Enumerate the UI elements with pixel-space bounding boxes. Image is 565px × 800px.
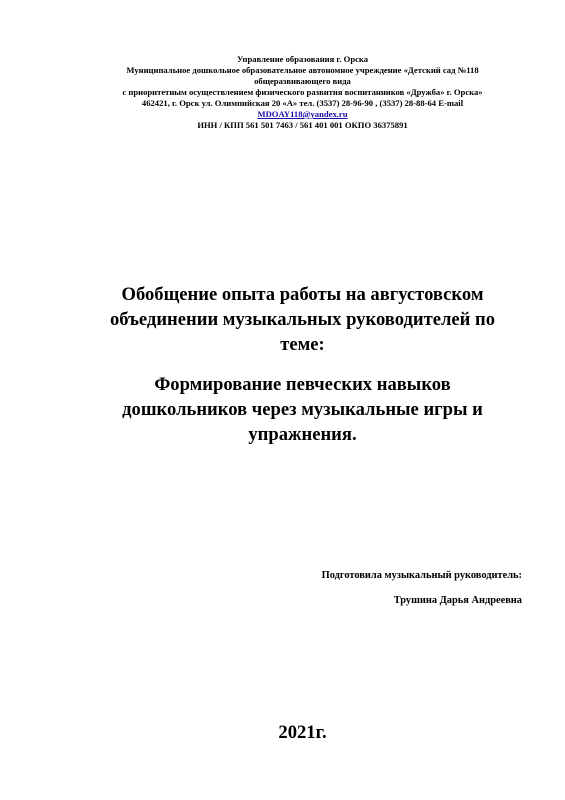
organization-header <box>60 54 545 131</box>
header-requisites: ИНН / КПП 561 501 7463 / 561 401 001 ОКПО 36375891 <box>197 120 408 130</box>
title-line: теме: <box>280 334 325 355</box>
topic-line: Формирование певческих навыков <box>154 374 451 395</box>
document-topic <box>50 372 555 447</box>
title-line: Обобщение опыта работы на августовском <box>121 284 484 305</box>
header-institution: Муниципальное дошкольное образовательное автономное учреждение «Детский сад №118 <box>126 65 479 75</box>
topic-line: упражнения. <box>248 424 357 445</box>
title-line: объединении музыкальных руководителей по <box>109 309 496 330</box>
header-address: 462421, г. Орск ул. Олимпийская 20 «А» тел. (3537) 28-96-90 , (3537) 28-88-64 E-mail <box>141 98 464 108</box>
author-name: Трушина Дарья Андреевна <box>393 595 522 606</box>
header-priority: с приоритетным осуществлением физического развития воспитанников «Дружба» г. Орска» <box>122 87 483 97</box>
topic-line: дошкольников через музыкальные игры и <box>122 399 483 420</box>
header-department: Управление образования г. Орска <box>236 54 369 64</box>
prepared-by-label: Подготовила музыкальный руководитель: <box>321 570 522 581</box>
document-title <box>50 282 555 357</box>
document-year: 2021г. <box>278 722 327 743</box>
header-email-link[interactable]: MDOAY118@yandex.ru <box>257 109 348 119</box>
header-institution-type: общеразвивающего вида <box>254 76 351 86</box>
